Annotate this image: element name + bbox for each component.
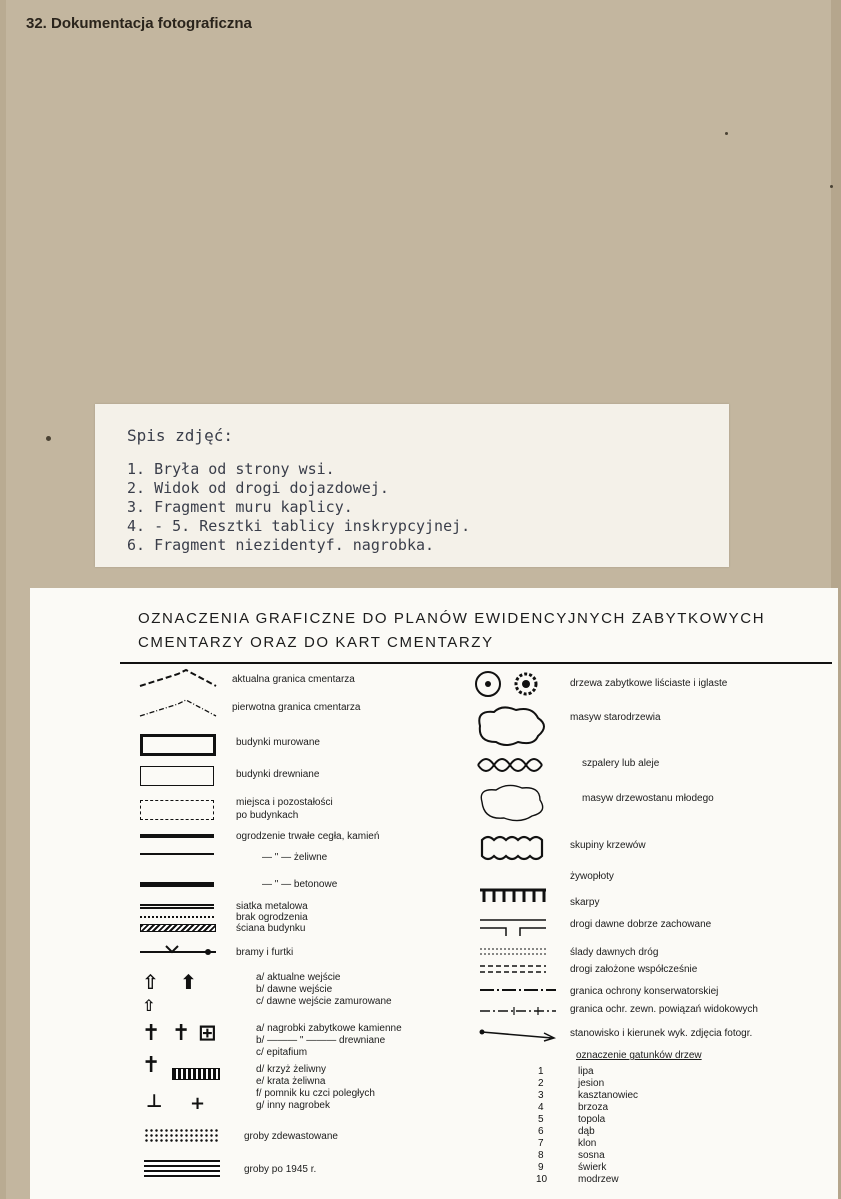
photo-list-item: 1. Bryła od strony wsi.: [127, 460, 335, 478]
historic-trees-symbol: [474, 670, 554, 702]
legend-heading-line2: CMENTARZY ORAZ DO KART CMENTARZY: [138, 634, 494, 651]
gates-symbol: [138, 942, 218, 958]
view-protection-boundary-symbol: [478, 1006, 558, 1016]
legend-label: pierwotna granica cmentarza: [232, 702, 361, 713]
stone-tomb-icon: ✝: [142, 1021, 161, 1046]
old-growth-stand-symbol: [474, 704, 554, 748]
tree-species-number: 6: [538, 1126, 544, 1137]
photo-list-title: Spis zdjęć:: [127, 426, 233, 445]
devastated-graves-symbol: [144, 1128, 220, 1142]
masonry-building-symbol: [140, 734, 216, 756]
tree-species-name: lipa: [578, 1066, 594, 1077]
post-1945-graves-symbol: [144, 1160, 220, 1178]
tree-species-name: brzoza: [578, 1102, 609, 1113]
tree-species-number: 4: [538, 1102, 544, 1113]
legend-label: ślady dawnych dróg: [570, 947, 659, 958]
legend-label: aktualna granica cmentarza: [232, 674, 355, 685]
legend-label: miejsca i pozostałości: [236, 797, 333, 808]
legend-label: — " — betonowe: [262, 879, 338, 890]
iron-fence-symbol: [140, 853, 214, 855]
legend-label: groby zdewastowane: [244, 1131, 338, 1142]
photo-list-item: 3. Fragment muru kaplicy.: [127, 498, 353, 516]
original-boundary-symbol: [138, 698, 218, 720]
page-left-edge: [0, 0, 6, 1199]
tree-species-name: świerk: [578, 1162, 607, 1173]
war-memorial-icon: ⊥: [146, 1091, 163, 1112]
legend-label: ogrodzenie trwałe cegła, kamień: [236, 831, 380, 842]
tree-species-name: jesion: [578, 1078, 605, 1089]
photo-list-card: [95, 404, 729, 567]
former-entrance-icon: ⬆: [180, 970, 197, 994]
legend-label: budynki murowane: [236, 737, 320, 748]
legend-divider: [120, 662, 832, 664]
legend-heading-line1: OZNACZENIA GRAFICZNE DO PLANÓW EWIDENCYJNYCH ZABYTKOWYCH: [138, 610, 766, 627]
shrub-clusters-symbol: [478, 832, 548, 862]
tree-species-number: 9: [538, 1162, 544, 1173]
legend-label: drogi założone współcześnie: [570, 964, 698, 975]
wooden-building-symbol: [140, 766, 214, 786]
tree-species-name: dąb: [578, 1126, 595, 1137]
escarpments-symbol: [478, 888, 548, 904]
legend-label: groby po 1945 r.: [244, 1164, 317, 1175]
legend-label: ściana budynku: [236, 923, 306, 934]
dust-speck: [830, 185, 833, 188]
photo-list-item: 2. Widok od drogi dojazdowej.: [127, 479, 389, 497]
young-stand-symbol: [474, 782, 554, 824]
wire-fence-symbol: [140, 904, 214, 909]
tree-species-number: 8: [538, 1150, 544, 1161]
legend-label: b/ ——— " ——— drewniane: [256, 1035, 386, 1046]
other-tomb-icon: +: [190, 1093, 206, 1114]
legend-label: c/ dawne wejście zamurowane: [256, 996, 392, 1007]
legend-label: brak ogrodzenia: [236, 912, 308, 923]
current-entrance-icon: ⇧: [142, 970, 159, 994]
tree-species-name: topola: [578, 1114, 606, 1125]
modern-roads-symbol: [478, 964, 548, 974]
concrete-fence-symbol: [140, 882, 214, 887]
building-remains-symbol: [140, 800, 214, 820]
epitaph-icon: ⊞: [198, 1021, 217, 1046]
legend-label: po budynkach: [236, 810, 299, 821]
legend-label: masyw starodrzewia: [570, 712, 661, 723]
legend-label: c/ epitafium: [256, 1047, 308, 1058]
legend-label: e/ krata żeliwna: [256, 1076, 326, 1087]
legend-label: bramy i furtki: [236, 947, 294, 958]
tree-species-number: 3: [538, 1090, 544, 1101]
tree-species-number: 10: [536, 1174, 548, 1185]
tree-species-number: 7: [538, 1138, 544, 1149]
legend-label: siatka metalowa: [236, 901, 308, 912]
iron-grating-symbol: [172, 1068, 220, 1080]
conservation-boundary-symbol: [478, 986, 558, 994]
old-roads-symbol: [478, 914, 548, 936]
no-fence-symbol: [140, 916, 214, 918]
legend-label: granica ochr. zewn. powiązań widokowych: [570, 1004, 758, 1015]
tree-species-name: klon: [578, 1138, 597, 1149]
legend-label: stanowisko i kierunek wyk. zdjęcia fotogr.: [570, 1028, 753, 1039]
tree-species-number: 1: [538, 1066, 544, 1077]
legend-label: skarpy: [570, 897, 600, 908]
tree-species-number: 2: [538, 1078, 544, 1089]
permanent-fence-symbol: [140, 834, 214, 838]
dust-speck: [46, 436, 51, 441]
tree-species-name: kasztanowiec: [578, 1090, 639, 1101]
photo-list: [127, 460, 470, 555]
legend-label: budynki drewniane: [236, 769, 320, 780]
legend-label: skupiny krzewów: [570, 840, 646, 851]
legend-label: f/ pomnik ku czci poległych: [256, 1088, 375, 1099]
building-wall-symbol: [140, 924, 216, 932]
legend-label: żywopłoty: [570, 871, 614, 882]
tree-species-heading: oznaczenie gatunków drzew: [576, 1050, 702, 1061]
photo-list-item: 6. Fragment niezidentyf. nagrobka.: [127, 536, 435, 554]
photo-list-item: 4. - 5. Resztki tablicy inskrypcyjnej.: [127, 517, 471, 535]
wooden-tomb-icon: ✝: [172, 1021, 191, 1046]
iron-cross-icon: ✝: [142, 1053, 161, 1078]
legend-label: a/ aktualne wejście: [256, 972, 341, 983]
legend-label: — " — żeliwne: [262, 852, 328, 863]
tree-species-number: 5: [538, 1114, 544, 1125]
walled-entrance-icon: ⇧: [142, 996, 156, 1015]
legend-label: a/ nagrobki zabytkowe kamienne: [256, 1023, 402, 1034]
road-traces-symbol: [478, 946, 548, 956]
page-header-title: 32. Dokumentacja fotograficzna: [26, 15, 252, 32]
legend-label: drzewa zabytkowe liściaste i iglaste: [570, 678, 728, 689]
legend-label: b/ dawne wejście: [256, 984, 333, 995]
tree-species-name: sosna: [578, 1150, 605, 1161]
dust-speck: [725, 132, 728, 135]
legend-label: g/ inny nagrobek: [256, 1100, 330, 1111]
legend-sheet: [30, 588, 838, 1199]
legend-label: granica ochrony konserwatorskiej: [570, 986, 719, 997]
current-boundary-symbol: [138, 668, 218, 690]
photo-position-symbol: [478, 1028, 558, 1042]
avenues-symbol: [474, 754, 554, 776]
legend-label: drogi dawne dobrze zachowane: [570, 919, 712, 930]
legend-label: masyw drzewostanu młodego: [582, 793, 714, 804]
tree-species-name: modrzew: [578, 1174, 619, 1185]
legend-label: szpalery lub aleje: [582, 758, 660, 769]
legend-label: d/ krzyż żeliwny: [256, 1064, 327, 1075]
